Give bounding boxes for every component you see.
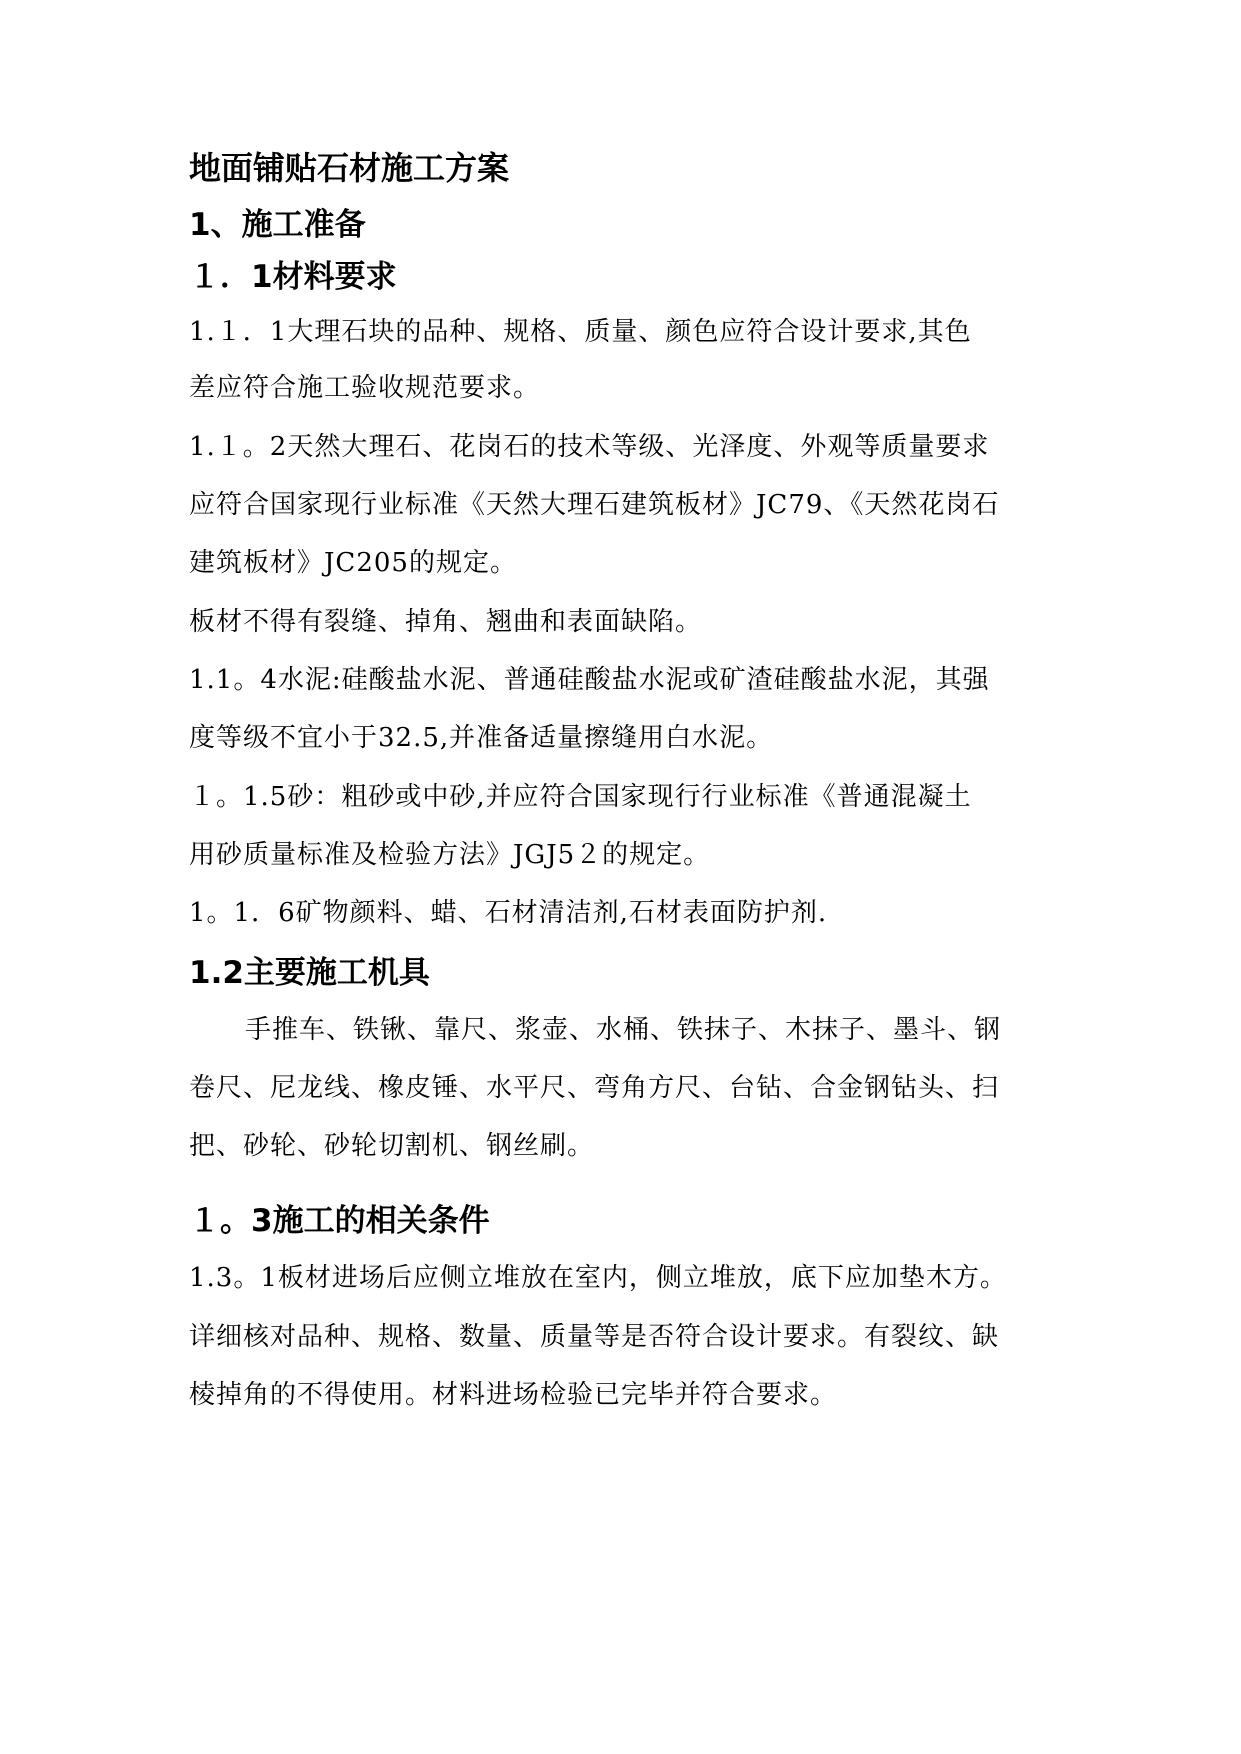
paragraph-1-1-6: 1。1．6矿物颜料、蜡、石材清洁剂,石材表面防护剂. — [189, 898, 828, 928]
paragraph-1-1-4-line-2: 度等级不宜小于32.5,并准备适量擦缝用白水泥。 — [189, 723, 774, 753]
paragraph-1-1-2-line-2: 应符合国家现行业标准《天然大理石建筑板材》JC79、《天然花岗石 — [189, 490, 1000, 520]
paragraph-1-1-4-line-1: 1.1。4水泥:硅酸盐水泥、普通硅酸盐水泥或矿渣硅酸盐水泥，其强 — [189, 665, 990, 695]
section-heading-1: 1、施工准备 — [189, 207, 366, 243]
paragraph-1-3-1-line-2: 详细核对品种、规格、数量、质量等是否符合设计要求。有裂纹、缺 — [189, 1322, 1000, 1352]
paragraph-1-1-5-line-2: 用砂质量标准及检验方法》JGJ5２的规定。 — [189, 840, 711, 870]
paragraph-1-3-1-line-1: 1.3。1板材进场后应侧立堆放在室内，侧立堆放，底下应加垫木方。 — [189, 1263, 1007, 1293]
section-heading-1-2: 1.2主要施工机具 — [189, 955, 430, 991]
tools-paragraph-line-3: 把、砂轮、砂轮切割机、钢丝刷。 — [189, 1131, 595, 1161]
paragraph-1-1-3: 板材不得有裂缝、掉角、翘曲和表面缺陷。 — [189, 607, 703, 637]
paragraph-1-1-1-line-1: 1.１．1大理石块的品种、规格、质量、颜色应符合设计要求,其色 — [189, 317, 972, 347]
tools-paragraph-line-1: 手推车、铁锹、靠尺、浆壶、水桶、铁抹子、木抹子、墨斗、钢 — [245, 1015, 1002, 1045]
paragraph-1-1-1-line-2: 差应符合施工验收规范要求。 — [189, 373, 541, 403]
paragraph-1-1-5-line-1: １。1.5砂：粗砂或中砂,并应符合国家现行行业标准《普通混凝土 — [189, 782, 972, 812]
paragraph-1-3-1-line-3: 棱掉角的不得使用。材料进场检验已完毕并符合要求。 — [189, 1380, 838, 1410]
paragraph-1-1-2-line-1: 1.１。2天然大理石、花岗石的技术等级、光泽度、外观等质量要求 — [189, 432, 990, 462]
section-heading-1-3: １。3施工的相关条件 — [189, 1203, 490, 1239]
paragraph-1-1-2-line-3: 建筑板材》JC205的规定。 — [189, 548, 517, 578]
tools-paragraph-line-2: 卷尺、尼龙线、橡皮锤、水平尺、弯角方尺、台钻、合金钢钻头、扫 — [189, 1073, 1000, 1103]
section-heading-1-1: １．1材料要求 — [189, 259, 397, 295]
document-title: 地面铺贴石材施工方案 — [189, 149, 510, 187]
